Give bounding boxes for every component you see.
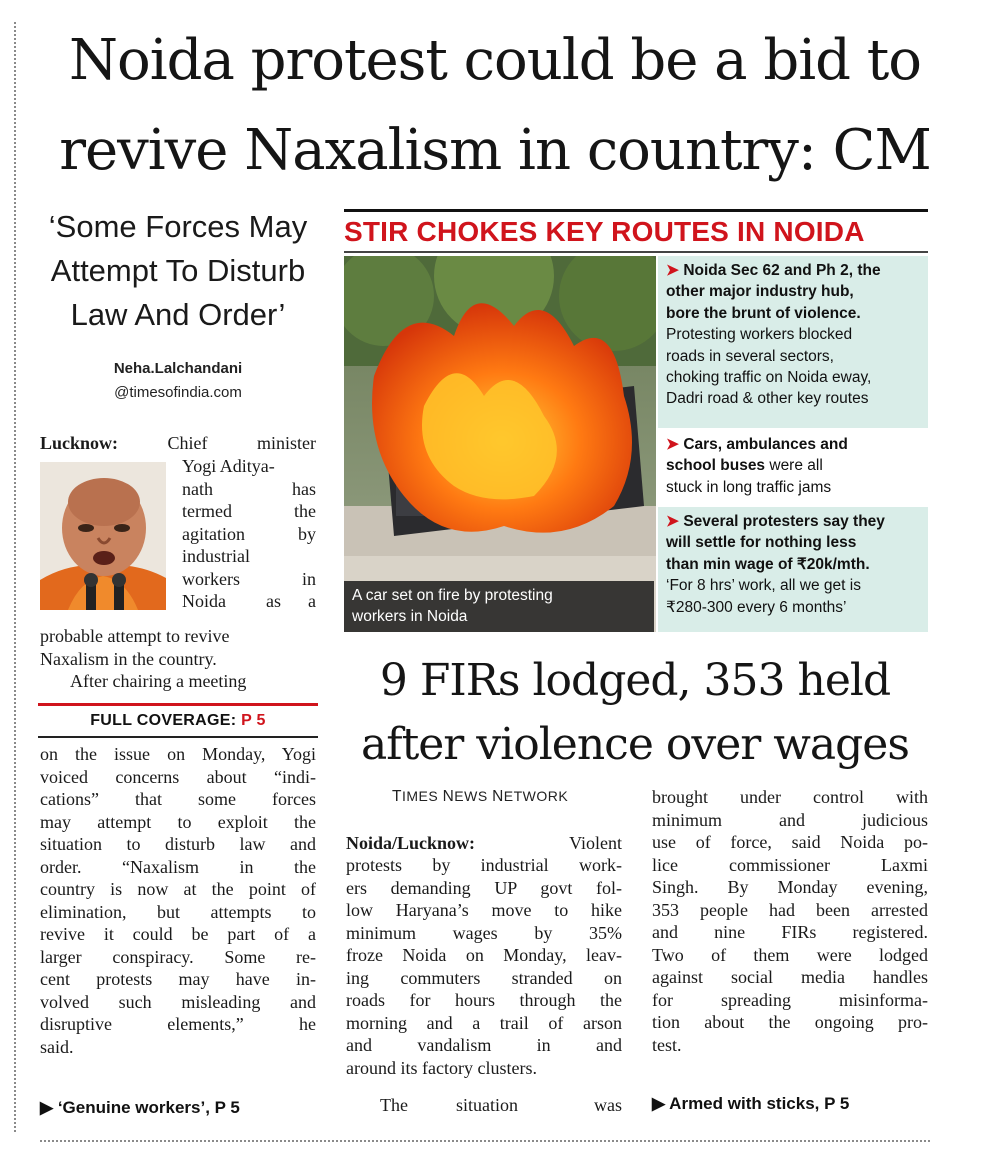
photo-caption bbox=[344, 581, 654, 632]
full-coverage-page: P 5 bbox=[241, 712, 266, 729]
caption-line-1: A car set on fire by protesting bbox=[352, 587, 553, 604]
bullet-1-text: roads in several sectors, bbox=[666, 347, 834, 365]
body-line: voiced concerns about “indi- bbox=[40, 766, 316, 787]
bullet-box-2 bbox=[658, 430, 928, 505]
bullet-2-text: stuck in long traffic jams bbox=[666, 478, 832, 496]
agency-n: N bbox=[442, 788, 455, 805]
body-line: use of force, said Noida po- bbox=[652, 832, 928, 852]
triangle-right-icon: ▶ bbox=[40, 1098, 54, 1117]
wrap-line: as bbox=[266, 591, 281, 611]
body-line: larger conspiracy. Some re- bbox=[40, 946, 316, 967]
body-line: ers demanding UP govt fol- bbox=[346, 877, 622, 898]
firs-headline-line-1: 9 FIRs lodged, 353 held bbox=[379, 655, 891, 706]
body-line: protests by industrial work- bbox=[346, 855, 622, 875]
pointer-left-text: ‘Genuine workers’, P 5 bbox=[57, 1098, 240, 1117]
bullet-2-bold: school buses bbox=[666, 457, 766, 475]
chevron-right-icon: ➤ bbox=[666, 436, 679, 453]
agency-credit bbox=[392, 788, 568, 806]
body-word: was bbox=[594, 1095, 622, 1115]
byline-handle: @timesofindia.com bbox=[114, 384, 242, 401]
body-line: disruptive elements,” he bbox=[40, 1014, 316, 1034]
body-line: morning and a trail of arson bbox=[346, 1012, 622, 1033]
quote-line-2: Attempt To Disturb bbox=[50, 253, 306, 288]
chevron-right-icon: ➤ bbox=[666, 513, 679, 530]
body-line: Two of them were lodged bbox=[652, 944, 928, 965]
lead-text: Chief minister bbox=[167, 433, 317, 453]
bullet-1-bold: Noida Sec 62 and Ph 2, the bbox=[683, 262, 881, 279]
full-coverage-label: FULL COVERAGE: bbox=[90, 712, 237, 729]
wrap-line: termed bbox=[182, 501, 232, 521]
main-headline-line-2: revive Naxalism in country: CM bbox=[59, 118, 931, 183]
byline-name: Neha.Lalchandani bbox=[113, 360, 243, 377]
body-line: roads for hours through the bbox=[346, 990, 622, 1010]
body-line: may attempt to exploit the bbox=[40, 811, 316, 832]
dateline-lucknow: Lucknow: bbox=[40, 433, 119, 453]
body-line: lice commissioner Laxmi bbox=[652, 854, 928, 875]
body-word: situation bbox=[456, 1095, 518, 1115]
stir-box-title: STIR CHOKES KEY ROUTES IN NOIDA bbox=[344, 216, 865, 247]
body-line: country is now at the point of bbox=[40, 879, 316, 899]
agency-ews: EWS bbox=[454, 788, 493, 804]
left-lead-continued bbox=[40, 625, 316, 695]
agency-n2: N bbox=[492, 788, 504, 805]
body-line: Singh. By Monday evening, bbox=[652, 877, 928, 897]
full-coverage-banner[interactable] bbox=[38, 703, 318, 738]
agency-etwork: ETWORK bbox=[503, 788, 569, 804]
agency-imes: IMES bbox=[401, 788, 443, 804]
body-line: brought under control with bbox=[652, 787, 928, 807]
chevron-right-icon: ➤ bbox=[666, 262, 679, 279]
bullet-1-text: choking traffic on Noida eway, bbox=[666, 369, 872, 387]
bullet-1-text: Protesting workers blocked bbox=[666, 326, 853, 344]
body-line: cations” that some forces bbox=[40, 789, 316, 809]
pointer-genuine-workers[interactable] bbox=[40, 1098, 240, 1118]
wrap-line: a bbox=[308, 591, 316, 611]
body-line: and vandalism in and bbox=[346, 1035, 622, 1055]
quote-subheadline bbox=[38, 205, 318, 337]
wrap-line: nath bbox=[182, 478, 213, 499]
caption-line-2: workers in Noida bbox=[352, 608, 468, 625]
bullet-box-3 bbox=[658, 507, 928, 632]
pointer-right-text: Armed with sticks, P 5 bbox=[669, 1094, 850, 1113]
bullet-3-bold: than min wage of ₹20k/mth. bbox=[666, 555, 870, 573]
middle-lead-line bbox=[346, 832, 622, 856]
body-line: said. bbox=[40, 1036, 74, 1057]
left-wrap-text bbox=[182, 455, 316, 615]
body-line: and nine FIRs registered. bbox=[652, 922, 928, 942]
pointer-armed-with-sticks[interactable] bbox=[652, 1094, 849, 1114]
wrap-line: Noida bbox=[182, 591, 226, 611]
body-line: on the issue on Monday, Yogi bbox=[40, 744, 316, 764]
portrait-illustration bbox=[40, 462, 166, 610]
middle-lead-text: Violent bbox=[569, 833, 622, 853]
right-column-body bbox=[652, 786, 928, 1066]
body-line: minimum and judicious bbox=[652, 809, 928, 830]
wrap-line: industrial bbox=[182, 546, 250, 566]
bullet-1-bold: bore the brunt of violence. bbox=[666, 304, 861, 322]
body-line: volved such misleading and bbox=[40, 991, 316, 1012]
body-line: minimum wages by 35% bbox=[346, 922, 622, 943]
body-line: test. bbox=[652, 1034, 682, 1055]
bullet-box-1 bbox=[658, 256, 928, 428]
triangle-right-icon: ▶ bbox=[652, 1094, 666, 1113]
body-line: ing commuters stranded on bbox=[346, 967, 622, 988]
yogi-adityanath-photo bbox=[40, 462, 166, 610]
body-line: 353 people had been arrested bbox=[652, 899, 928, 920]
body-line: order. “Naxalism in the bbox=[40, 856, 316, 877]
middle-column-body bbox=[346, 854, 622, 1084]
body-line: for spreading misinforma- bbox=[652, 989, 928, 1010]
wrap-line: by bbox=[298, 523, 316, 544]
quote-line-3: Law And Order’ bbox=[70, 297, 286, 332]
car-fire-photo bbox=[344, 256, 656, 632]
firs-headline-line-2: after violence over wages bbox=[361, 719, 909, 770]
body-line: situation to disturb law and bbox=[40, 834, 316, 854]
body-line: low Haryana’s move to hike bbox=[346, 900, 622, 920]
body-line: revive it could be part of a bbox=[40, 924, 316, 944]
bullet-1-text: Dadri road & other key routes bbox=[666, 390, 869, 408]
body-line: probable attempt to revive bbox=[40, 626, 230, 646]
body-line: cent protests may have in- bbox=[40, 969, 316, 989]
bullet-3-text: ₹280-300 every 6 months’ bbox=[666, 598, 847, 616]
stir-title-rule bbox=[344, 251, 928, 253]
bullet-2-bold: Cars, ambulances and bbox=[683, 436, 848, 453]
bullet-3-text: ‘For 8 hrs’ work, all we get is bbox=[666, 577, 861, 595]
body-line: tion about the ongoing pro- bbox=[652, 1012, 928, 1032]
bullet-1-bold: other major industry hub, bbox=[666, 283, 854, 301]
dotted-left-border bbox=[14, 22, 16, 1132]
stir-top-rule bbox=[344, 209, 928, 212]
dateline-noida-lucknow: Noida/Lucknow: bbox=[346, 833, 476, 853]
bullet-2-text: were all bbox=[765, 457, 823, 475]
body-line: froze Noida on Monday, leav- bbox=[346, 945, 622, 965]
body-line: against social media handles bbox=[652, 967, 928, 987]
body-line: elimination, but attempts to bbox=[40, 901, 316, 922]
bullet-3-bold: will settle for nothing less bbox=[666, 534, 857, 552]
bullet-3-bold: Several protesters say they bbox=[683, 513, 885, 530]
dotted-bottom-border bbox=[40, 1140, 930, 1142]
agency-t: T bbox=[392, 788, 402, 805]
main-headline-line-1: Noida protest could be a bid to bbox=[69, 28, 921, 93]
body-word: The bbox=[380, 1095, 408, 1115]
quote-line-1: ‘Some Forces May bbox=[48, 209, 308, 244]
middle-last-line bbox=[346, 1094, 622, 1118]
wrap-line: in bbox=[301, 568, 316, 589]
body-line: around its factory clusters. bbox=[346, 1057, 537, 1078]
wrap-line: agitation bbox=[182, 523, 245, 544]
wrap-line: has bbox=[292, 478, 316, 499]
body-line: Naxalism in the country. bbox=[40, 648, 217, 669]
wrap-line: the bbox=[294, 501, 316, 521]
car-fire-illustration bbox=[344, 256, 656, 632]
wrap-line: workers bbox=[182, 568, 240, 589]
body-line: After chairing a meeting bbox=[70, 671, 247, 691]
left-column-body bbox=[40, 743, 316, 1073]
wrap-line: Yogi Aditya- bbox=[182, 456, 275, 476]
